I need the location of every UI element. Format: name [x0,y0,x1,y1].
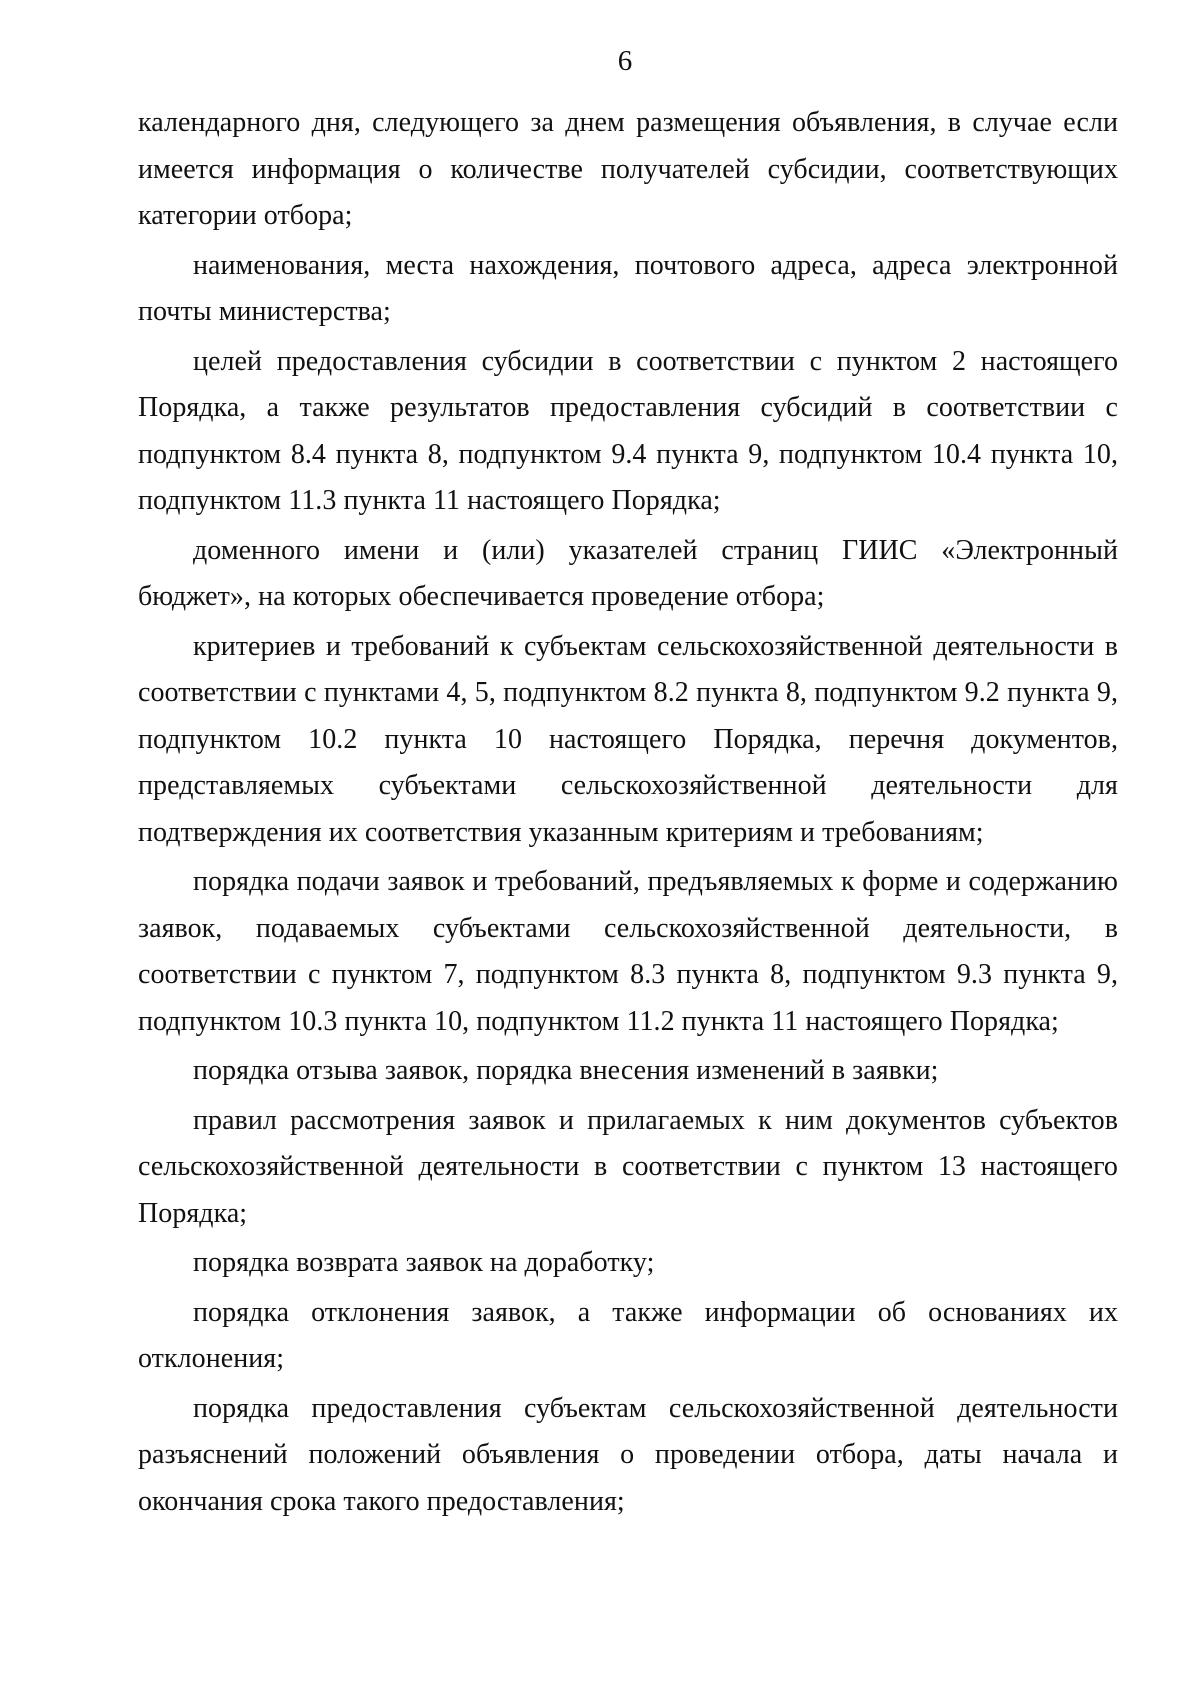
paragraph: наименования, места нахождения, почтового адреса, адреса электронной почты министерства; [138,249,1118,327]
paragraph: правил рассмотрения заявок и прилагаемых к ним документов субъектов сельскохозяйственной деятельности в соответствии с пунктом 13 настоящего Порядка; [138,1104,1118,1229]
paragraph: целей предоставления субсидии в соответствии с пунктом 2 настоящего Порядка, а также результатов предоставления субсидий в соответствии с подпунктом 8.4 пункта 8, подпунктом 9.4 пункта 9, подпунктом 10.4 пункта 10, подпунктом 11.3 пункта 11 настоящего Порядка; [138,345,1118,516]
paragraph: критериев и требований к субъектам сельскохозяйственной деятельности в соответствии с пунктами 4, 5, подпунктом 8.2 пункта 8, подпунктом 9.2 пункта 9, подпунктом 10.2 пункта 10 настоящего Порядка, перечня документов, представляемых субъектами сельскохозяйственной деятельности для подтверждения их соответствия указанным критериям и требованиям; [138,630,1118,848]
paragraph: порядка возврата заявок на доработку; [193,1247,655,1278]
paragraph: порядка предоставления субъектам сельскохозяйственной деятельности разъяснений положений объявления о проведении отбора, даты начала и окончания срока такого предоставления; [138,1392,1118,1517]
paragraph: порядка отзыва заявок, порядка внесения изменений в заявки; [193,1055,939,1086]
paragraph: доменного имени и (или) указателей страниц ГИИС «Электронный бюджет», на которых обеспечивается проведение отбора; [138,534,1118,612]
paragraph-continuation: календарного дня, следующего за днем размещения объявления, в случае если имеется информация о количестве получателей субсидии, соответствующих категории отбора; [138,107,1118,231]
document-body [138,100,1118,1528]
page-number: 6 [617,45,633,77]
paragraph: порядка подачи заявок и требований, предъявляемых к форме и содержанию заявок, подаваемых субъектами сельскохозяйственной деятельности, в соответствии с пунктом 7, подпунктом 8.3 пункта 8, подпунктом 9.3 пункта 9, подпунктом 10.3 пункта 10, подпунктом 11.2 пункта 11 настоящего Порядка; [138,866,1118,1037]
paragraph: порядка отклонения заявок, а также информации об основаниях их отклонения; [138,1296,1118,1374]
